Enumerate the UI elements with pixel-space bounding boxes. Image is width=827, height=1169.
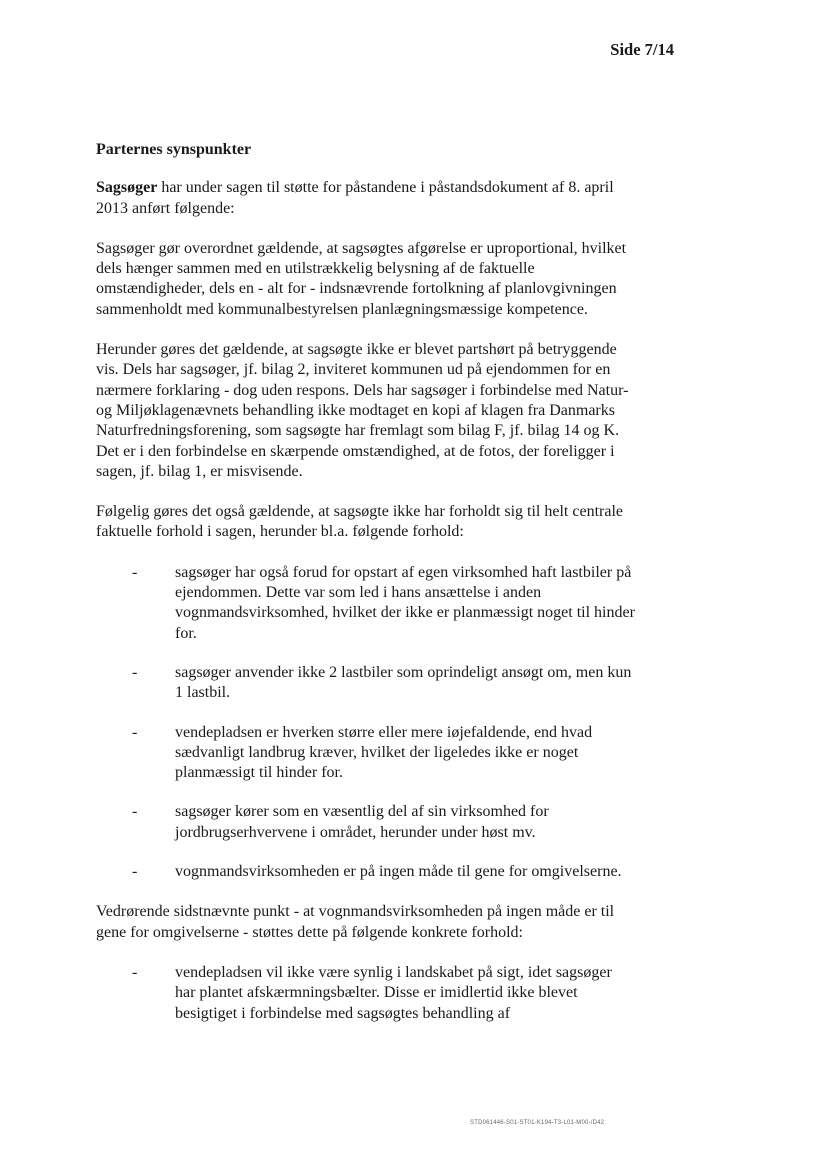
bullet-dash: - [132,863,138,881]
list-item [96,862,636,882]
document-body [96,140,636,1044]
page-number: Side 7/14 [610,40,674,59]
list-item-text: vendepladsen vil ikke være synlig i landskabet på sigt, idet sagsøger har plantet afskærmningsbælter. Disse er imidlertid ikke blevet besigtiget i forbindelse med sagsøgtes behandling af [175,963,612,1022]
list-item [96,802,636,843]
bullet-list-2 [96,963,636,1024]
intro-text: har under sagen til støtte for påstandene i påstandsdokument af 8. april 2013 anført følgende: [96,179,614,217]
list-item-text: vognmandsvirksomheden er på ingen måde til gene for omgivelserne. [175,863,622,881]
bullet-dash: - [132,663,138,681]
list-item [96,663,636,704]
bullet-dash: - [132,723,138,741]
list-item [96,563,636,644]
intro-paragraph [96,178,636,219]
paragraph: Herunder gøres det gældende, at sagsøgte ikke er blevet partshørt på betryggende vis. Dels har sagsøger, jf. bilag 2, inviteret kommunen ud på ejendommen for en nærmere forklaring - dog uden respons. Dels har sagsøger i forbindelse med Natur- og Miljøklagenævnets behandling ikke modtaget en kopi af klagen fra Danmarks Naturfredningsforening, som sagsøgte har fremlagt som bilag F, jf. bilag 14 og K. Det er i den forbindelse en skærpende omstændighed, at de fotos, der foreligger i sagen, jf. bilag 1, er misvisende. [96,341,629,480]
bullet-dash: - [132,803,138,821]
bullet-dash: - [132,563,138,581]
list-item-text: vendepladsen er hverken større eller mere iøjefaldende, end hvad sædvanligt landbrug kræver, hvilket der ligeledes ikke er noget planmæssigt til hinder for. [175,723,593,782]
bullet-dash: - [132,963,138,981]
paragraph: Sagsøger gør overordnet gældende, at sagsøgtes afgørelse er uproportional, hvilket dels hænger sammen med en utilstrækkelig belysning af de faktuelle omstændigheder, dels en - alt for - indsnævrende fortolkning af planlovgivningen sammenholdt med kommunalbestyrelsen planlægningsmæssige kompetence. [96,239,627,318]
section-heading: Parternes synspunkter [96,141,252,158]
paragraph: Følgelig gøres det også gældende, at sagsøgte ikke har forholdt sig til helt centrale faktuelle forhold i sagen, herunder bl.a. følgende forhold: [96,503,623,541]
list-item-text: sagsøger anvender ikke 2 lastbiler som oprindeligt ansøgt om, men kun 1 lastbil. [175,663,632,702]
list-item [96,963,636,1024]
list-item-text: sagsøger kører som en væsentlig del af sin virksomhed for jordbrugserhvervene i området, herunder under høst mv. [175,803,549,841]
document-code: STD061446-S01-ST01-K194-T3-L01-M00-/D42 [470,1120,605,1126]
paragraph: Vedrørende sidstnævnte punkt - at vognmandsvirksomheden på ingen måde er til gene for omgivelserne - støttes dette på følgende konkrete forhold: [96,903,615,941]
list-item-text: sagsøger har også forud for opstart af egen virksomhed haft lastbiler på ejendommen. Dette var som led i hans ansættelse i anden vognmandsvirksomhed, hvilket der ikke er planmæssigt noget til hinder for. [175,563,635,642]
bullet-list [96,563,636,883]
list-item [96,723,636,784]
intro-lead: Sagsøger [96,179,158,197]
